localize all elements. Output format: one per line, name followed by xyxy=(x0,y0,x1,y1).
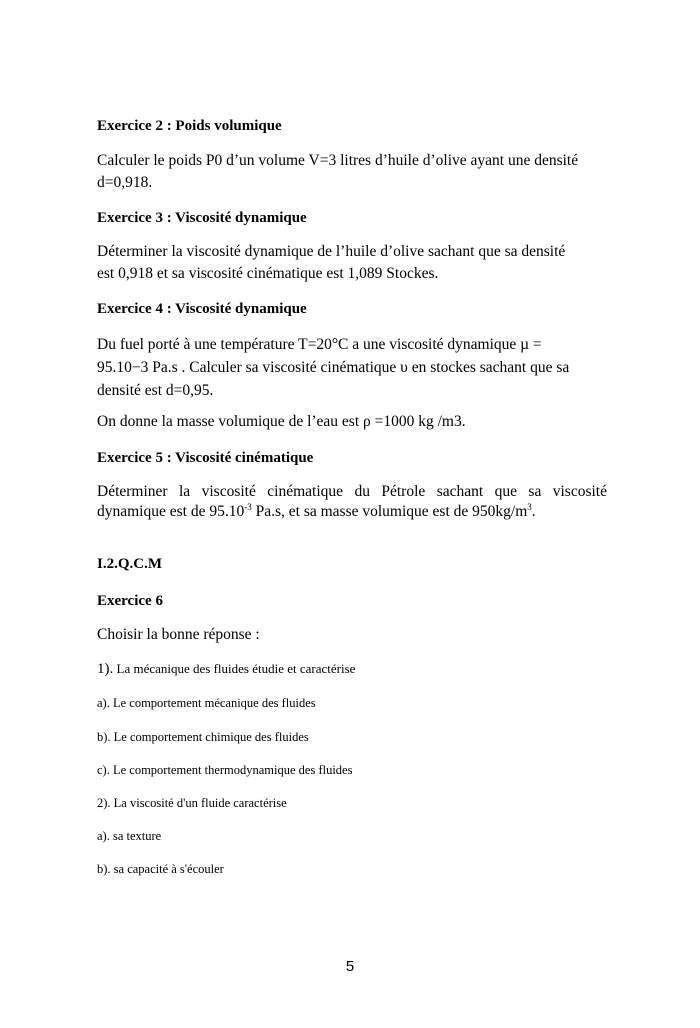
exercise-5-title: Exercice 5 : Viscosité cinématique xyxy=(97,450,314,466)
exercise-5-line-1: Déterminer la viscosité cinématique du Pétrole sachant que sa viscosité xyxy=(97,483,607,500)
exponent-3: 3 xyxy=(527,502,532,512)
exercise-4-text xyxy=(97,333,607,402)
exercise-4-given: On donne la masse volumique de l’eau est ρ =1000 kg /m3. xyxy=(97,413,466,430)
exercise-4-line-2: 95.10−3 Pa.s . Calculer sa viscosité cinématique υ en stockes sachant que sa xyxy=(97,359,570,376)
exercise-5-line-2 xyxy=(97,503,536,520)
question-1-option-b: b). Le comportement chimique des fluides xyxy=(97,730,309,744)
exercise-2-line-2: d=0,918. xyxy=(97,174,153,191)
exercise-3-text xyxy=(97,241,607,285)
question-2-option-b: b). sa capacité à s'écouler xyxy=(97,862,224,876)
exercise-4-line-1: Du fuel porté à une température T=20°C a une viscosité dynamique µ = xyxy=(97,336,542,353)
exercise-2-text xyxy=(97,150,607,194)
page-number: 5 xyxy=(345,958,355,975)
document-page xyxy=(97,0,607,1028)
exercise-3-line-1: Déterminer la viscosité dynamique de l’huile d’olive sachant que sa densité xyxy=(97,243,566,260)
qcm-intro: Choisir la bonne réponse : xyxy=(97,626,260,643)
exercise-3-title: Exercice 3 : Viscosité dynamique xyxy=(97,210,307,226)
question-2-option-a: a). sa texture xyxy=(97,829,162,843)
question-1-option-a: a). Le comportement mécanique des fluides xyxy=(97,696,316,710)
question-2: 2). La viscosité d'un fluide caractérise xyxy=(97,796,287,810)
question-1-option-c: c). Le comportement thermodynamique des fluides xyxy=(97,763,353,777)
exercise-4-title: Exercice 4 : Viscosité dynamique xyxy=(97,301,307,317)
exercise-2-title: Exercice 2 : Poids volumique xyxy=(97,118,282,134)
question-1-text: La mécanique des fluides étudie et caractérise xyxy=(113,661,356,676)
exercise-5-text xyxy=(97,482,607,522)
exercise-5-line-2-middle: Pa.s, et sa masse volumique est de 950kg/m xyxy=(251,503,528,520)
exercise-2-line-1: Calculer le poids P0 d’un volume V=3 litres d’huile d’olive ayant une densité xyxy=(97,152,579,169)
exercise-4-line-3: densité est d=0,95. xyxy=(97,382,214,399)
exercise-5-line-2-start: dynamique est de 95.10 xyxy=(97,503,245,520)
exercise-6-title: Exercice 6 xyxy=(97,593,163,609)
exercise-5-line-2-end: . xyxy=(531,503,536,520)
exponent-minus-3: -3 xyxy=(244,502,252,512)
question-1-number: 1). xyxy=(97,661,114,677)
exercise-3-line-2: est 0,918 et sa viscosité cinématique est 1,089 Stockes. xyxy=(97,265,439,282)
question-1 xyxy=(97,660,607,678)
section-qcm-title: I.2.Q.C.M xyxy=(97,556,162,572)
